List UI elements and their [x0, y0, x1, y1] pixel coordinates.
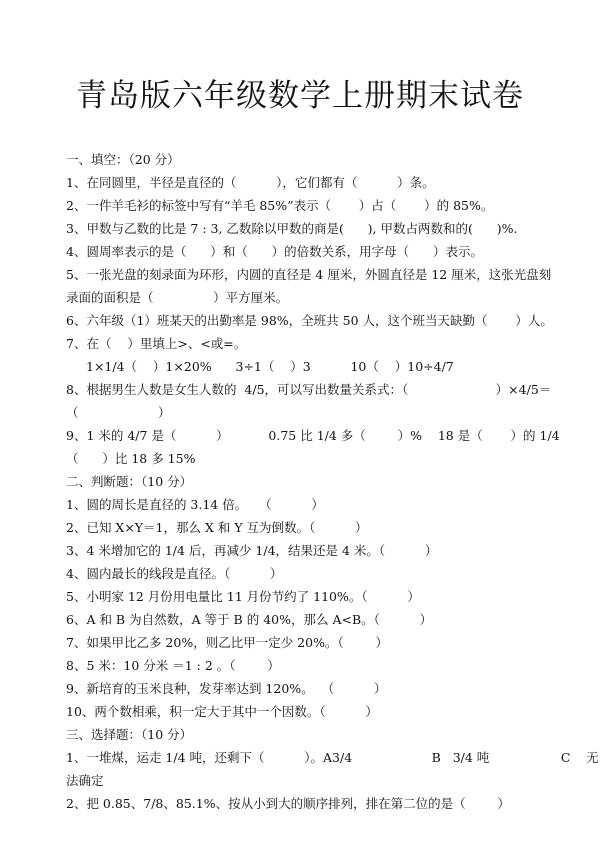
section-heading-multiple-choice: 三、选择题：（10 分）	[66, 727, 193, 742]
question-text: 7、在（ ）里填上>、<或=。	[66, 336, 247, 351]
question-text: （ ）比 18 多 15%	[66, 451, 196, 466]
question-text: 1、一堆煤，运走 1/4 吨，还剩下（ ）。A3/4 B 3/4 吨 C 无	[66, 750, 599, 765]
question-text: 2、一件羊毛衫的标签中写有“羊毛 85%”表示（ ）占（ ）的 85%。	[66, 198, 494, 213]
question-text: 10、两个数相乘，积一定大于其中一个因数。（ ）	[66, 704, 378, 719]
question-text: 9、1 米的 4/7 是（ ） 0.75 比 1/4 多（ ）% 18 是（ ）的 1/4	[66, 428, 560, 443]
question-text: 2、已知 X×Y＝1，那么 X 和 Y 互为倒数。（ ）	[66, 520, 368, 535]
question-text: 录面的面积是（ ）平方厘米。	[66, 290, 289, 305]
question-text: 2、把 0.85、7/8、85.1%、按从小到大的顺序排列，排在第二位的是（ ）	[66, 796, 510, 811]
question-text: 6、A 和 B 为自然数，A 等于 B 的 40%，那么 A<B。（ ）	[66, 612, 433, 627]
question-text: 7、如果甲比乙多 20%，则乙比甲一定少 20%。（ ）	[66, 635, 389, 650]
section-heading-true-false: 二、判断题：（10 分）	[66, 474, 193, 489]
question-text: 9、新培育的玉米良种，发芽率达到 120%。 （ ）	[66, 681, 387, 696]
question-text: 3、4 米增加它的 1/4 后，再减少 1/4，结果还是 4 米。（ ）	[66, 543, 438, 558]
question-text: 法确定	[66, 773, 104, 788]
question-text: 4、圆内最长的线段是直径。（ ）	[66, 566, 283, 581]
question-text: 1、在同圆里，半径是直径的（ ），它们都有（ ）条。	[66, 175, 435, 190]
question-text: 5、小明家 12 月份用电量比 11 月份节约了 110%。（ ）	[66, 589, 420, 604]
page-title: 青岛版六年级数学上册期末试卷	[76, 78, 524, 114]
question-text: 4、圆周率表示的是（ ）和（ ）的倍数关系，用字母（ ）表示。	[66, 244, 483, 259]
section-heading-fill-in: 一、填空：（20 分）	[66, 152, 180, 167]
question-text: （ ）	[66, 405, 171, 420]
question-text: 8、5 米：10 分米 ＝1 : 2 。（ ）	[66, 658, 280, 673]
question-text: 6、六年级（1）班某天的出勤率是 98%，全班共 50 人，这个班当天缺勤（ ）人。	[66, 313, 553, 328]
question-text: 5、一张光盘的刻录面为环形，内圆的直径是 4 厘米，外圆直径是 12 厘米，这张光盘刻	[66, 267, 552, 282]
question-text: 1、圆的周长是直径的 3.14 倍。 （ ）	[66, 497, 324, 512]
question-text: 8、根据男生人数是女生人数的 4/5，可以写出数量关系式：（ ）×4/5＝	[66, 382, 552, 397]
question-text: 1×1/4（ ）1×20% 3÷1（ ）3 10（ ）10÷4/7	[86, 359, 454, 374]
question-text: 3、甲数与乙数的比是 7 : 3, 乙数除以甲数的商是( ), 甲数占两数和的( )%.	[66, 221, 518, 236]
